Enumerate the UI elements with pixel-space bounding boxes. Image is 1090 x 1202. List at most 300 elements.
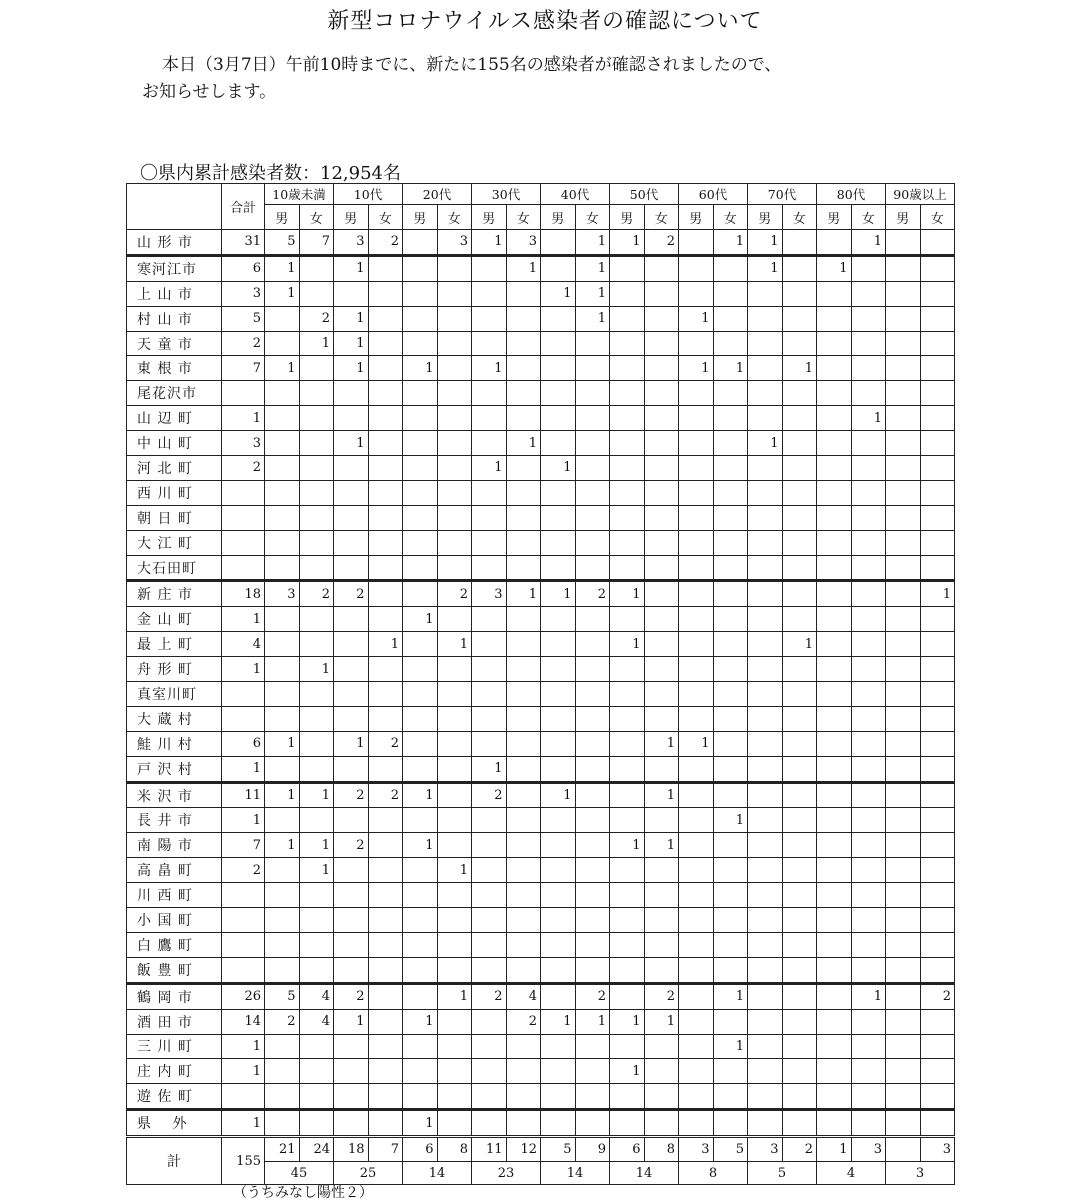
count-cell: 1	[334, 331, 369, 356]
count-cell	[886, 431, 921, 456]
count-cell: 1	[403, 356, 438, 381]
count-cell	[782, 1084, 817, 1110]
count-cell	[644, 908, 679, 933]
table-row	[127, 908, 955, 933]
count-cell	[610, 255, 645, 281]
count-cell	[299, 883, 334, 908]
count-cell	[541, 406, 576, 431]
count-cell: 3	[334, 230, 369, 256]
table-row	[127, 957, 955, 983]
count-cell	[610, 480, 645, 505]
count-cell	[886, 657, 921, 682]
table-row	[127, 657, 955, 682]
male-header: 男	[817, 205, 852, 230]
count-cell	[851, 908, 886, 933]
count-cell	[817, 505, 852, 530]
count-cell	[437, 1059, 472, 1084]
sum-row	[127, 1137, 955, 1162]
count-cell	[437, 808, 472, 833]
count-cell	[748, 706, 783, 731]
count-cell: 1	[506, 431, 541, 456]
count-cell	[472, 1110, 507, 1137]
count-cell	[334, 1059, 369, 1084]
count-cell	[817, 833, 852, 858]
count-cell	[851, 1034, 886, 1059]
count-cell	[368, 331, 403, 356]
count-cell	[610, 607, 645, 632]
count-cell	[299, 356, 334, 381]
count-cell	[610, 657, 645, 682]
table-row	[127, 381, 955, 406]
count-cell: 1	[575, 230, 610, 256]
count-cell	[610, 281, 645, 306]
count-cell	[403, 480, 438, 505]
count-cell	[472, 908, 507, 933]
count-cell	[886, 555, 921, 581]
municipality-name: 大 江 町	[127, 530, 222, 555]
count-cell	[368, 1034, 403, 1059]
age-group-header: 90歳以上	[886, 184, 955, 205]
count-cell	[644, 406, 679, 431]
count-cell	[748, 657, 783, 682]
count-cell	[541, 431, 576, 456]
count-cell: 1	[541, 782, 576, 808]
count-cell	[265, 406, 300, 431]
count-cell	[265, 505, 300, 530]
count-cell	[437, 706, 472, 731]
sum-count-cell: 8	[437, 1137, 472, 1162]
count-cell: 1	[472, 456, 507, 481]
count-cell	[610, 957, 645, 983]
age-group-total: 4	[817, 1162, 886, 1185]
count-cell	[851, 1009, 886, 1034]
count-cell	[506, 456, 541, 481]
count-cell	[713, 682, 748, 707]
count-cell	[541, 607, 576, 632]
count-cell	[575, 706, 610, 731]
count-cell	[437, 505, 472, 530]
count-cell	[886, 331, 921, 356]
count-cell	[472, 1034, 507, 1059]
count-cell	[817, 456, 852, 481]
count-cell	[782, 607, 817, 632]
count-cell	[920, 657, 955, 682]
count-cell	[472, 1059, 507, 1084]
count-cell	[541, 505, 576, 530]
count-cell: 1	[437, 858, 472, 883]
female-header: 女	[506, 205, 541, 230]
count-cell	[748, 808, 783, 833]
count-cell	[679, 1110, 714, 1137]
count-cell: 1	[817, 255, 852, 281]
count-cell	[851, 657, 886, 682]
count-cell	[368, 983, 403, 1009]
table-row	[127, 431, 955, 456]
count-cell	[265, 1110, 300, 1137]
count-cell	[541, 833, 576, 858]
count-cell	[748, 1110, 783, 1137]
count-cell	[886, 1059, 921, 1084]
sum-count-cell: 6	[403, 1137, 438, 1162]
table-row	[127, 607, 955, 632]
count-cell	[886, 908, 921, 933]
count-cell	[506, 356, 541, 381]
count-cell	[817, 381, 852, 406]
count-cell	[644, 1034, 679, 1059]
row-total: 18	[222, 581, 265, 607]
count-cell: 2	[334, 581, 369, 607]
count-cell	[506, 833, 541, 858]
count-cell	[782, 581, 817, 607]
count-cell	[265, 456, 300, 481]
count-cell	[437, 1034, 472, 1059]
count-cell: 2	[437, 581, 472, 607]
count-cell	[299, 555, 334, 581]
count-cell: 1	[541, 456, 576, 481]
count-cell	[265, 431, 300, 456]
count-cell	[265, 883, 300, 908]
count-cell	[368, 381, 403, 406]
count-cell	[679, 1034, 714, 1059]
count-cell	[886, 480, 921, 505]
count-cell	[886, 883, 921, 908]
count-cell	[782, 833, 817, 858]
count-cell	[920, 255, 955, 281]
count-cell	[782, 883, 817, 908]
count-cell	[403, 883, 438, 908]
count-cell	[817, 607, 852, 632]
age-group-total: 45	[265, 1162, 334, 1185]
count-cell	[782, 682, 817, 707]
count-cell	[506, 555, 541, 581]
table-row	[127, 480, 955, 505]
count-cell	[299, 632, 334, 657]
count-cell: 1	[644, 833, 679, 858]
count-cell: 1	[437, 983, 472, 1009]
row-total	[222, 505, 265, 530]
count-cell	[506, 281, 541, 306]
count-cell	[782, 406, 817, 431]
table-row	[127, 808, 955, 833]
sum-count-cell: 7	[368, 1137, 403, 1162]
count-cell	[920, 1084, 955, 1110]
count-cell	[575, 957, 610, 983]
count-cell	[541, 908, 576, 933]
table-row	[127, 581, 955, 607]
count-cell	[403, 932, 438, 957]
count-cell: 1	[403, 833, 438, 858]
count-cell: 3	[265, 581, 300, 607]
count-cell	[541, 356, 576, 381]
count-cell: 1	[265, 833, 300, 858]
row-total: 1	[222, 1110, 265, 1137]
count-cell	[610, 406, 645, 431]
age-group-total: 3	[886, 1162, 955, 1185]
count-cell	[334, 607, 369, 632]
count-cell	[679, 932, 714, 957]
count-cell	[644, 808, 679, 833]
count-cell: 1	[644, 731, 679, 756]
female-header: 女	[920, 205, 955, 230]
count-cell	[437, 908, 472, 933]
count-cell	[920, 406, 955, 431]
count-cell	[817, 1084, 852, 1110]
count-cell	[886, 808, 921, 833]
count-cell	[920, 808, 955, 833]
count-cell: 1	[782, 356, 817, 381]
count-cell	[713, 782, 748, 808]
municipality-name: 飯 豊 町	[127, 957, 222, 983]
count-cell: 1	[713, 983, 748, 1009]
count-cell	[886, 833, 921, 858]
count-cell	[403, 756, 438, 782]
count-cell	[782, 782, 817, 808]
count-cell	[782, 957, 817, 983]
count-cell: 1	[748, 431, 783, 456]
count-cell	[886, 1110, 921, 1137]
count-cell	[679, 581, 714, 607]
count-cell	[748, 530, 783, 555]
count-cell: 1	[334, 255, 369, 281]
count-cell	[713, 858, 748, 883]
sum-count-cell: 24	[299, 1137, 334, 1162]
count-cell: 1	[506, 255, 541, 281]
count-cell	[610, 356, 645, 381]
count-cell	[920, 706, 955, 731]
count-cell	[713, 1009, 748, 1034]
count-cell	[610, 932, 645, 957]
sum-label: 計	[127, 1137, 222, 1185]
count-cell	[644, 756, 679, 782]
count-cell: 1	[851, 230, 886, 256]
count-cell	[748, 555, 783, 581]
count-cell	[817, 782, 852, 808]
count-cell	[368, 1084, 403, 1110]
count-cell	[679, 682, 714, 707]
count-cell	[541, 1034, 576, 1059]
count-cell	[644, 581, 679, 607]
male-header: 男	[886, 205, 921, 230]
count-cell	[575, 682, 610, 707]
row-total: 5	[222, 306, 265, 331]
count-cell	[403, 1034, 438, 1059]
count-cell	[782, 306, 817, 331]
count-cell	[610, 908, 645, 933]
count-cell: 2	[644, 983, 679, 1009]
count-cell: 1	[713, 356, 748, 381]
age-group-total: 23	[472, 1162, 541, 1185]
count-cell	[299, 530, 334, 555]
count-cell	[506, 657, 541, 682]
count-cell	[265, 706, 300, 731]
count-cell	[748, 1034, 783, 1059]
count-cell	[265, 808, 300, 833]
count-cell	[817, 1034, 852, 1059]
count-cell	[886, 932, 921, 957]
count-cell	[575, 632, 610, 657]
table-row	[127, 1084, 955, 1110]
count-cell	[437, 306, 472, 331]
female-header: 女	[575, 205, 610, 230]
count-cell	[679, 456, 714, 481]
count-cell	[610, 530, 645, 555]
count-cell	[437, 456, 472, 481]
count-cell	[886, 406, 921, 431]
count-cell	[644, 431, 679, 456]
sum-count-cell: 8	[644, 1137, 679, 1162]
count-cell	[437, 756, 472, 782]
count-cell	[817, 908, 852, 933]
sum-count-cell: 11	[472, 1137, 507, 1162]
count-cell	[748, 731, 783, 756]
count-cell: 2	[368, 731, 403, 756]
count-cell	[782, 932, 817, 957]
count-cell	[368, 756, 403, 782]
sum-count-cell: 3	[748, 1137, 783, 1162]
count-cell	[265, 932, 300, 957]
count-cell: 1	[575, 306, 610, 331]
count-cell	[472, 381, 507, 406]
row-total: 7	[222, 833, 265, 858]
count-cell	[506, 331, 541, 356]
count-cell	[679, 808, 714, 833]
count-cell: 2	[575, 581, 610, 607]
municipality-name: 小 国 町	[127, 908, 222, 933]
count-cell	[575, 1059, 610, 1084]
age-group-total: 25	[334, 1162, 403, 1185]
count-cell	[472, 706, 507, 731]
count-cell	[644, 480, 679, 505]
count-cell	[748, 883, 783, 908]
count-cell	[299, 381, 334, 406]
sum-count-cell: 3	[679, 1137, 714, 1162]
row-total	[222, 883, 265, 908]
count-cell	[782, 1034, 817, 1059]
count-cell	[817, 331, 852, 356]
count-cell	[334, 957, 369, 983]
count-cell	[644, 1059, 679, 1084]
count-cell	[368, 581, 403, 607]
count-cell	[610, 808, 645, 833]
count-cell	[437, 331, 472, 356]
count-cell	[679, 908, 714, 933]
count-cell: 1	[403, 1009, 438, 1034]
row-total: 1	[222, 1059, 265, 1084]
count-cell	[265, 1084, 300, 1110]
count-cell	[368, 431, 403, 456]
count-cell	[437, 480, 472, 505]
age-group-header: 70代	[748, 184, 817, 205]
municipality-name: 戸 沢 村	[127, 756, 222, 782]
count-cell	[506, 808, 541, 833]
count-cell	[299, 756, 334, 782]
count-cell	[368, 932, 403, 957]
count-cell	[817, 858, 852, 883]
count-cell	[265, 858, 300, 883]
count-cell	[506, 957, 541, 983]
count-cell	[886, 230, 921, 256]
count-cell	[851, 431, 886, 456]
count-cell	[782, 657, 817, 682]
count-cell	[748, 983, 783, 1009]
municipality-name: 河 北 町	[127, 456, 222, 481]
count-cell	[886, 706, 921, 731]
count-cell	[575, 756, 610, 782]
count-cell	[265, 530, 300, 555]
table-row	[127, 983, 955, 1009]
count-cell	[713, 1084, 748, 1110]
male-header: 男	[334, 205, 369, 230]
count-cell	[782, 756, 817, 782]
count-cell	[920, 632, 955, 657]
count-cell	[610, 505, 645, 530]
count-cell	[713, 581, 748, 607]
count-cell	[748, 381, 783, 406]
count-cell: 1	[610, 1009, 645, 1034]
count-cell	[748, 756, 783, 782]
count-cell	[506, 381, 541, 406]
count-cell	[817, 281, 852, 306]
count-cell: 1	[299, 331, 334, 356]
count-cell	[817, 1059, 852, 1084]
count-cell	[506, 883, 541, 908]
count-cell	[713, 255, 748, 281]
count-cell	[575, 808, 610, 833]
count-cell	[575, 1110, 610, 1137]
table-row	[127, 530, 955, 555]
row-total: 2	[222, 331, 265, 356]
count-cell	[817, 883, 852, 908]
count-cell	[644, 356, 679, 381]
sum-count-cell: 6	[610, 1137, 645, 1162]
count-cell: 3	[506, 230, 541, 256]
count-cell: 1	[610, 833, 645, 858]
count-cell	[299, 682, 334, 707]
table-header	[127, 184, 955, 230]
count-cell	[644, 682, 679, 707]
count-cell	[886, 632, 921, 657]
table-row	[127, 230, 955, 256]
count-cell	[886, 858, 921, 883]
count-cell	[851, 706, 886, 731]
count-cell	[610, 682, 645, 707]
count-cell	[368, 555, 403, 581]
count-cell	[851, 1059, 886, 1084]
count-cell	[265, 381, 300, 406]
male-header: 男	[541, 205, 576, 230]
count-cell	[713, 908, 748, 933]
count-cell	[368, 1009, 403, 1034]
age-group-header: 20代	[403, 184, 472, 205]
count-cell: 1	[541, 281, 576, 306]
row-total: 11	[222, 782, 265, 808]
count-cell: 2	[334, 983, 369, 1009]
count-cell	[851, 932, 886, 957]
table-row	[127, 406, 955, 431]
count-cell	[748, 1059, 783, 1084]
count-cell	[541, 957, 576, 983]
count-cell	[575, 833, 610, 858]
count-cell	[334, 632, 369, 657]
count-cell	[713, 530, 748, 555]
count-cell	[403, 431, 438, 456]
table-row	[127, 356, 955, 381]
count-cell: 1	[851, 983, 886, 1009]
count-cell	[817, 530, 852, 555]
age-group-total: 14	[403, 1162, 472, 1185]
female-header: 女	[713, 205, 748, 230]
female-header: 女	[782, 205, 817, 230]
